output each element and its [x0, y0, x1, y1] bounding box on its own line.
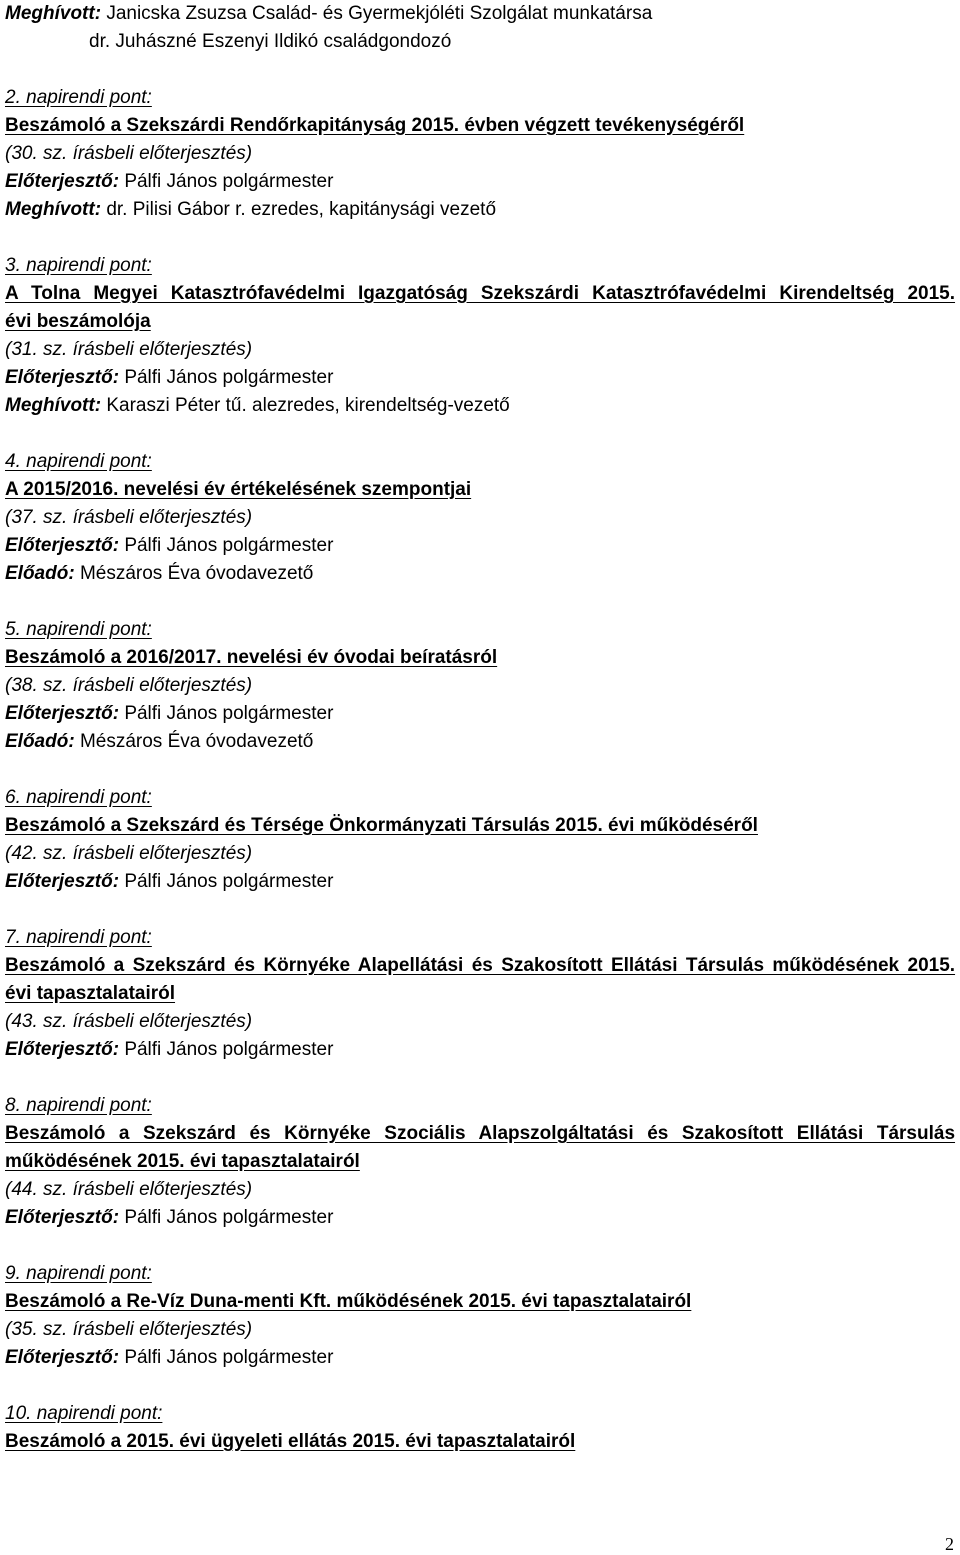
spacer: [5, 420, 957, 448]
agenda-title: [5, 308, 957, 336]
agenda-title-text: Beszámoló a Re-Víz Duna-menti Kft. működésének 2015. évi tapasztalatairól: [5, 1291, 692, 1312]
presenter-line: [5, 700, 957, 728]
agenda-heading: 2. napirendi pont:: [5, 87, 152, 108]
document-reference: (30. sz. írásbeli előterjesztés): [5, 143, 253, 164]
agenda-item: [5, 756, 957, 896]
page-number: 2: [945, 1534, 954, 1554]
presenter-name: Pálfi János polgármester: [124, 1347, 334, 1368]
agenda-heading: 8. napirendi pont:: [5, 1095, 152, 1116]
presenter-name: Pálfi János polgármester: [124, 535, 334, 556]
presenter-name: Pálfi János polgármester: [124, 1207, 334, 1228]
agenda-item: [5, 420, 957, 588]
presenter-line: [5, 1344, 957, 1372]
agenda-title-text: Beszámoló a 2016/2017. nevelési év óvodai beíratásról: [5, 647, 498, 668]
agenda-title: [5, 1428, 957, 1456]
agenda-title-text: Beszámoló a Szekszárd és Környéke Szociális Alapszolgáltatási és Szakosított Ellátási Társulás: [5, 1123, 956, 1144]
document-reference: (37. sz. írásbeli előterjesztés): [5, 507, 253, 528]
agenda-title-text: évi beszámolója: [5, 311, 151, 332]
agenda-title-text: A Tolna Megyei Katasztrófavédelmi Igazgatóság Szekszárdi Katasztrófavédelmi Kirendeltség 2015.: [5, 283, 956, 304]
agenda-title: [5, 980, 957, 1008]
agenda-heading: 3. napirendi pont:: [5, 255, 152, 276]
presenter-name: Pálfi János polgármester: [124, 871, 334, 892]
document-reference: (44. sz. írásbeli előterjesztés): [5, 1179, 253, 1200]
guest-label: Meghívott:: [5, 199, 102, 220]
agenda-heading: 7. napirendi pont:: [5, 927, 152, 948]
presenter-label: Előterjesztő:: [5, 1039, 120, 1060]
guest-name: Karaszi Péter tű. alezredes, kirendeltség-vezető: [106, 395, 510, 416]
agenda-title-text: Beszámoló a 2015. évi ügyeleti ellátás 2015. évi tapasztalatairól: [5, 1431, 576, 1452]
guest-label: Előadó:: [5, 731, 75, 752]
presenter-label: Előterjesztő:: [5, 1207, 120, 1228]
agenda-title-text: évi tapasztalatairól: [5, 983, 176, 1004]
presenter-label: Előterjesztő:: [5, 871, 120, 892]
agenda-title: [5, 1288, 957, 1316]
spacer: [5, 896, 957, 924]
agenda-item: [5, 224, 957, 420]
agenda-title: [5, 1148, 957, 1176]
guest-line: [5, 728, 957, 756]
presenter-name: Pálfi János polgármester: [124, 171, 334, 192]
agenda-title: [5, 280, 957, 308]
agenda-heading: 4. napirendi pont:: [5, 451, 152, 472]
spacer: [5, 1064, 957, 1092]
presenter-label: Előterjesztő:: [5, 535, 120, 556]
agenda-list: [5, 56, 957, 1456]
spacer: [5, 756, 957, 784]
agenda-title-text: Beszámoló a Szekszárd és Környéke Alapellátási és Szakosított Ellátási Társulás működésének 2015.: [5, 955, 956, 976]
spacer: [5, 56, 957, 84]
presenter-label: Előterjesztő:: [5, 703, 120, 724]
guest-line: [5, 392, 957, 420]
presenter-line: [5, 532, 957, 560]
invited-label: Meghívott:: [5, 3, 102, 24]
document-page: [5, 0, 957, 1456]
invited-name: dr. Juhászné Eszenyi Ildikó családgondozó: [89, 31, 452, 52]
guest-label: Előadó:: [5, 563, 75, 584]
agenda-title-text: működésének 2015. évi tapasztalatairól: [5, 1151, 360, 1172]
agenda-heading: 6. napirendi pont:: [5, 787, 152, 808]
presenter-line: [5, 1204, 957, 1232]
guest-line: [5, 560, 957, 588]
document-reference: (42. sz. írásbeli előterjesztés): [5, 843, 253, 864]
agenda-item: [5, 896, 957, 1064]
presenter-name: Pálfi János polgármester: [124, 703, 334, 724]
presenter-label: Előterjesztő:: [5, 171, 120, 192]
invited-line-1: [5, 0, 957, 28]
document-reference: (43. sz. írásbeli előterjesztés): [5, 1011, 253, 1032]
agenda-item: [5, 1064, 957, 1232]
agenda-heading: 10. napirendi pont:: [5, 1403, 163, 1424]
agenda-item: [5, 1372, 957, 1456]
agenda-title: [5, 812, 957, 840]
agenda-item: [5, 588, 957, 756]
spacer: [5, 1372, 957, 1400]
document-reference: (31. sz. írásbeli előterjesztés): [5, 339, 253, 360]
presenter-label: Előterjesztő:: [5, 1347, 120, 1368]
document-reference: (35. sz. írásbeli előterjesztés): [5, 1319, 253, 1340]
agenda-title: [5, 112, 957, 140]
presenter-label: Előterjesztő:: [5, 367, 120, 388]
invited-line-2: [5, 28, 957, 56]
agenda-title: [5, 644, 957, 672]
agenda-heading: 5. napirendi pont:: [5, 619, 152, 640]
agenda-item: [5, 56, 957, 224]
agenda-title-text: Beszámoló a Szekszárdi Rendőrkapitányság 2015. évben végzett tevékenységéről: [5, 115, 745, 136]
presenter-line: [5, 168, 957, 196]
presenter-line: [5, 364, 957, 392]
spacer: [5, 1232, 957, 1260]
agenda-heading: 9. napirendi pont:: [5, 1263, 152, 1284]
spacer: [5, 224, 957, 252]
agenda-title: [5, 1120, 957, 1148]
spacer: [5, 588, 957, 616]
guest-label: Meghívott:: [5, 395, 102, 416]
agenda-title: [5, 476, 957, 504]
agenda-title-text: A 2015/2016. nevelési év értékelésének szempontjai: [5, 479, 472, 500]
agenda-title: [5, 952, 957, 980]
presenter-line: [5, 868, 957, 896]
invited-name: Janicska Zsuzsa Család- és Gyermekjóléti Szolgálat munkatársa: [106, 3, 653, 24]
document-reference: (38. sz. írásbeli előterjesztés): [5, 675, 253, 696]
guest-name: Mészáros Éva óvodavezető: [79, 563, 314, 584]
agenda-item: [5, 1232, 957, 1372]
guest-line: [5, 196, 957, 224]
presenter-name: Pálfi János polgármester: [124, 1039, 334, 1060]
presenter-line: [5, 1036, 957, 1064]
presenter-name: Pálfi János polgármester: [124, 367, 334, 388]
guest-name: Mészáros Éva óvodavezető: [79, 731, 314, 752]
guest-name: dr. Pilisi Gábor r. ezredes, kapitánysági vezető: [106, 199, 497, 220]
agenda-title-text: Beszámoló a Szekszárd és Térsége Önkormányzati Társulás 2015. évi működéséről: [5, 815, 758, 836]
